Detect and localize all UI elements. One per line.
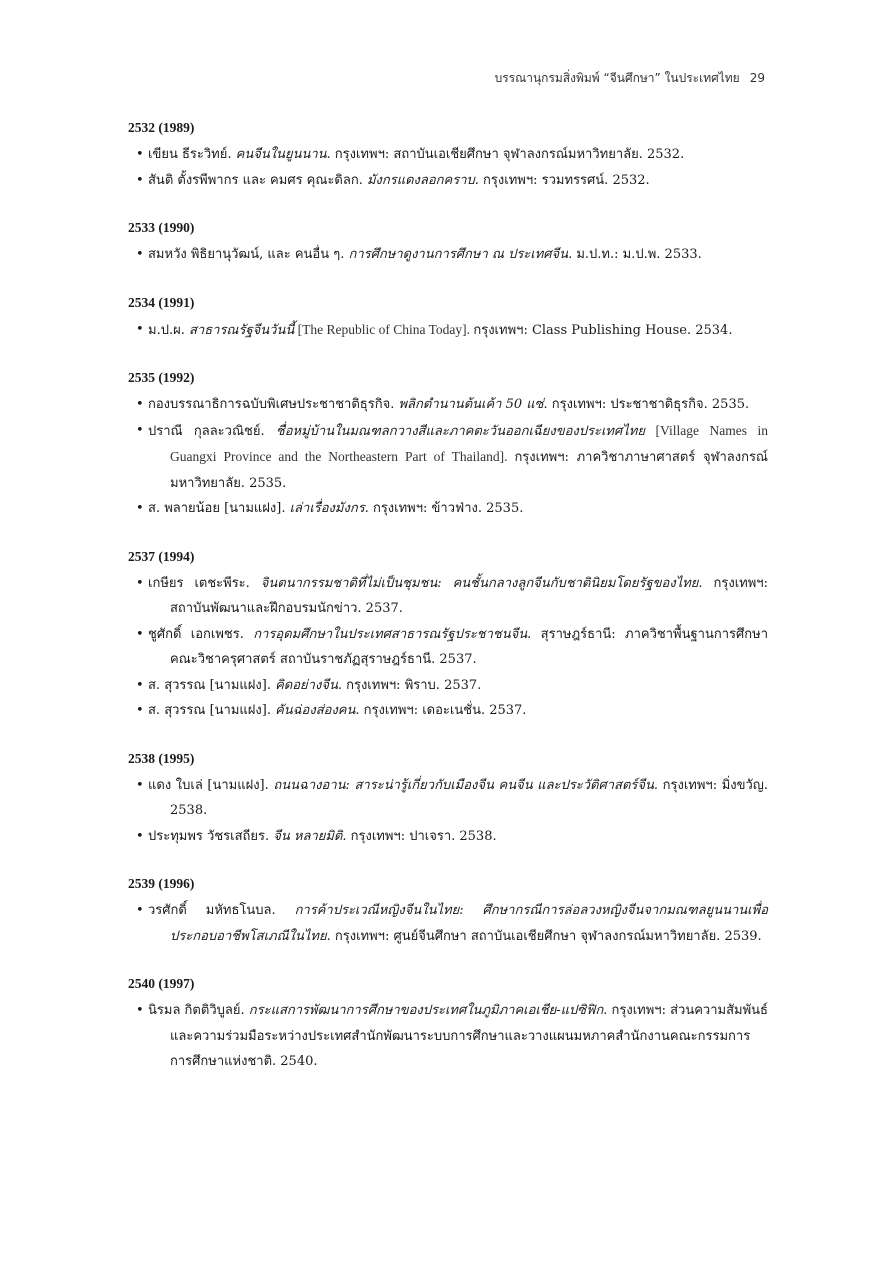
entry-author: ส. สุวรรณ [นามแฝง]. [148, 677, 276, 693]
entry-title: การศึกษาดูงานการศึกษา ณ ประเทศจีน. [348, 247, 573, 262]
entry-title: ชื่อหมู่บ้านในมณฑลกวางสีและภาคตะวันออกเฉียงของประเทศไทย [275, 423, 645, 439]
year-section [128, 218, 768, 268]
entry-title: คิดอย่างจีน. [275, 677, 342, 693]
entry-title: มังกรแดงลอกคราบ. [366, 172, 479, 188]
entry-english-title: [Village Names in Guangxi Province and the Northeastern Part of Thailand]. [170, 422, 768, 464]
entry-author: สมหวัง พิธิยานุวัฒน์, และ คนอื่น ๆ. [148, 247, 349, 262]
year-section [128, 974, 768, 1075]
year-section [128, 118, 768, 193]
entry-title: การอุดมศึกษาในประเทศสาธารณรัฐประชาชนจีน. [253, 626, 532, 642]
year-section [128, 874, 768, 949]
entry-english-title: [The Republic of China Today]. [294, 321, 474, 337]
bibliography-entry [128, 392, 768, 418]
bibliography-entry [128, 673, 768, 699]
entry-publication: กรุงเทพฯ: ข้าวฟ่าง. 2535. [368, 501, 524, 516]
bibliography-entry [128, 698, 768, 724]
entry-publication: กรุงเทพฯ: สถาบันพัฒนาและฝึกอบรมนักข่าว. 2537. [170, 575, 768, 616]
bibliography-entry [128, 418, 768, 497]
entry-publication: กรุงเทพฯ: มิ่งขวัญ. 2538. [170, 777, 769, 818]
entry-title: กระแสการพัฒนาการศึกษาของประเทศในภูมิภาคเอเชีย-แปซิฟิก. [248, 1003, 608, 1018]
year-heading: 2532 (1989) [128, 120, 195, 135]
year-heading: 2534 (1991) [128, 294, 195, 310]
year-heading: 2540 (1997) [128, 976, 195, 991]
entry-author: สันติ ตั้งรพีพากร และ คมศร คุณะดิลก. [148, 172, 367, 188]
entry-author: เกษียร เตชะพีระ. [148, 575, 261, 591]
year-heading: 2537 (1994) [128, 548, 195, 564]
bibliography-entry [128, 571, 768, 622]
entry-publication: กรุงเทพฯ: ประชาชาติธุรกิจ. 2535. [547, 397, 750, 412]
bibliography-entry [128, 142, 768, 168]
bibliography-entry [128, 622, 768, 673]
entry-title: ถนนฉางอาน: สาระน่ารู้เกี่ยวกับเมืองจีน คนจีน และประวัติศาสตร์จีน. [273, 777, 659, 793]
entry-author: ชูศักดิ์ เอกเพชร. [148, 626, 254, 642]
entry-publication: กรุงเทพฯ: รวมทรรศน์. 2532. [478, 172, 650, 188]
year-heading: 2533 (1990) [128, 220, 195, 235]
entry-author: แดง ใบเล่ [นามแฝง]. [148, 777, 274, 793]
entry-publication: กรุงเทพฯ: Class Publishing House. 2534. [473, 322, 733, 338]
entry-publication: กรุงเทพฯ: พิราบ. 2537. [341, 677, 482, 693]
year-heading: 2539 (1996) [128, 876, 195, 891]
entry-publication: ม.ป.ท.: ม.ป.พ. 2533. [572, 247, 702, 262]
entry-title: เล่าเรื่องมังกร. [289, 501, 369, 516]
bibliography-entry [128, 998, 768, 1075]
entry-publication: สุราษฎร์ธานี: ภาควิชาพื้นฐานการศึกษา คณะวิชาครุศาสตร์ สถาบันราชภัฏสุราษฎร์ธานี. 2537. [170, 626, 768, 667]
entry-title: การค้าประเวณีหญิงจีนในไทย: ศึกษากรณีการล่อลวงหญิงจีนจากมณฑลยูนนานเพื่อประกอบอาชีพโสเภณีในไทย. [170, 903, 769, 944]
entry-title: สาธารณรัฐจีนวันนี้ [188, 322, 295, 338]
entry-author: ปราณี กุลละวณิชย์. [148, 423, 276, 439]
entry-author: นิรมล กิตติวิบูลย์. [148, 1003, 249, 1018]
year-heading: 2535 (1992) [128, 370, 195, 385]
entry-author: ม.ป.ผ. [148, 322, 189, 338]
entry-publication: กรุงเทพฯ: ภาควิชาภาษาศาสตร์ จุฬาลงกรณ์มหาวิทยาลัย. 2535. [170, 450, 768, 491]
bibliography-entry [128, 317, 768, 344]
entry-publication: กรุงเทพฯ: ส่วนความสัมพันธ์และความร่วมมือระหว่างประเทศสำนักพัฒนาระบบการศึกษาและวางแผนมหภาคสำนักงานคณะกรรมการการศึกษาแห่งชาติ. 2540. [170, 1003, 768, 1069]
bibliography-entry [128, 773, 768, 824]
year-section [128, 547, 768, 724]
year-section [128, 293, 768, 344]
entry-publication: กรุงเทพฯ: ศูนย์จีนศึกษา สถาบันเอเชียศึกษา จุฬาลงกรณ์มหาวิทยาลัย. 2539. [330, 928, 762, 944]
entry-title: พลิกตำนานต้นเค้า 50 แซ่. [398, 397, 548, 412]
entry-author: เขียน ธีระวิทย์. [148, 147, 236, 162]
entry-title: คนจีนในยูนนาน. [235, 147, 331, 162]
bibliography-entry [128, 242, 768, 268]
entry-author: ส. สุวรรณ [นามแฝง]. [148, 703, 276, 718]
entry-publication: กรุงเทพฯ: สถาบันเอเชียศึกษา จุฬาลงกรณ์มหาวิทยาลัย. 2532. [330, 147, 685, 162]
entry-title: คันฉ่องส่องคน. [275, 703, 360, 718]
entry-title: จีน หลายมิติ. [273, 828, 347, 844]
year-section [128, 749, 768, 850]
running-title: บรรณานุกรมสิ่งพิมพ์ “จีนศึกษา” ในประเทศไทย [494, 71, 740, 85]
page-number: 29 [749, 71, 765, 85]
bibliography-entry [128, 496, 768, 522]
entry-author: กองบรรณาธิการฉบับพิเศษประชาชาติธุรกิจ. [148, 397, 399, 412]
entry-title: จินตนากรรมชาติที่ไม่เป็นชุมชน: คนชั้นกลางลูกจีนกับชาตินิยมโดยรัฐของไทย. [260, 575, 703, 591]
bibliography-list [128, 118, 768, 1100]
year-heading: 2538 (1995) [128, 750, 195, 766]
bibliography-entry [128, 168, 768, 194]
bibliography-entry [128, 898, 768, 949]
year-section [128, 368, 768, 522]
entry-publication: กรุงเทพฯ: เดอะเนชั่น. 2537. [359, 703, 527, 718]
entry-author: ประทุมพร วัชรเสถียร. [148, 828, 274, 844]
entry-author: ส. พลายน้อย [นามแฝง]. [148, 501, 290, 516]
bibliography-entry [128, 824, 768, 850]
entry-author: วรศักดิ์ มหัทธโนบล. [148, 903, 295, 918]
running-header [495, 69, 765, 88]
entry-publication: กรุงเทพฯ: ปาเจรา. 2538. [346, 828, 497, 844]
